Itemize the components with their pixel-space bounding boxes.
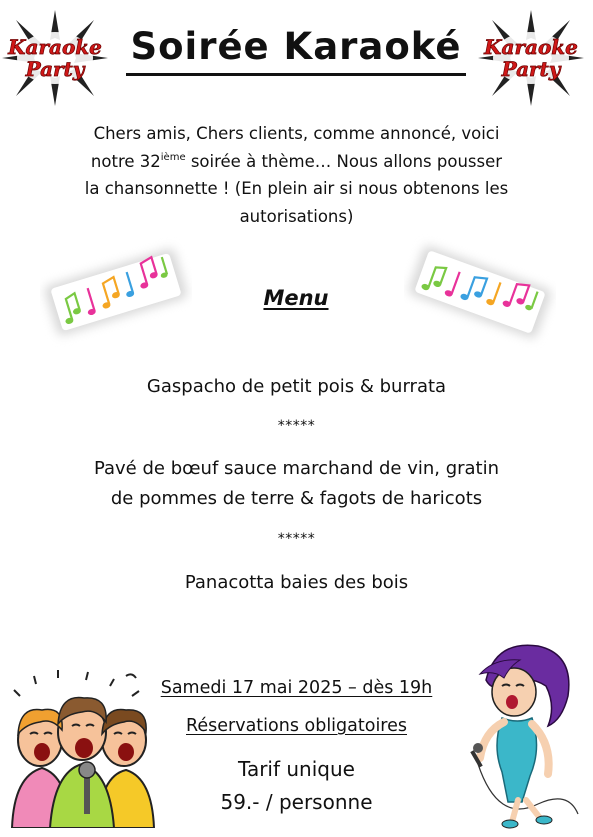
- intro-text: notre 32: [90, 151, 161, 171]
- logo-text-party: Party: [25, 57, 85, 81]
- menu-separator: *****: [277, 418, 316, 434]
- intro-line: autorisations): [239, 206, 354, 226]
- event-date: [140, 678, 453, 698]
- music-notes-strip-left: [40, 232, 192, 352]
- ordinal-superscript: ième: [160, 151, 186, 163]
- menu-starter: Gaspacho de petit pois & burrata: [146, 376, 447, 397]
- event-date-text: Samedi 17 mai 2025 – dès 19h: [160, 678, 433, 698]
- woman-singer-illustration: [456, 640, 588, 830]
- menu-main-course-line2: de pommes de terre & fagots de haricots: [110, 488, 483, 509]
- menu-dessert: Panacotta baies des bois: [184, 572, 409, 593]
- singers-trio-illustration: [6, 668, 158, 828]
- karaoke-party-logo-right: [478, 10, 584, 106]
- logo-text-karaoke: Karaoke: [484, 35, 578, 59]
- intro-line: [58, 148, 535, 176]
- reservation-text: Réservations obligatoires: [186, 716, 407, 736]
- menu-separator: *****: [277, 531, 316, 547]
- intro-text: soirée à thème… Nous allons pousser: [185, 151, 503, 171]
- karaoke-party-logo-left: [2, 10, 108, 106]
- title-underline: [126, 73, 466, 76]
- page-title: Soirée Karaoké: [130, 25, 462, 68]
- music-notes-strip-right: [404, 232, 556, 352]
- logo-text-karaoke: Karaoke: [8, 35, 102, 59]
- menu-main-course-line1: Pavé de bœuf sauce marchand de vin, gratin: [93, 458, 500, 479]
- intro-paragraph: [58, 120, 535, 230]
- price-label: Tarif unique: [238, 757, 355, 781]
- intro-line: la chansonnette ! (En plein air si nous obtenons les: [84, 179, 509, 198]
- logo-text-party: Party: [501, 57, 561, 81]
- price-value: 59.- / personne: [220, 790, 373, 814]
- reservation-notice: [140, 716, 453, 736]
- menu-heading: Menu: [263, 286, 329, 310]
- intro-line: Chers amis, Chers clients, comme annoncé, voici: [93, 124, 500, 143]
